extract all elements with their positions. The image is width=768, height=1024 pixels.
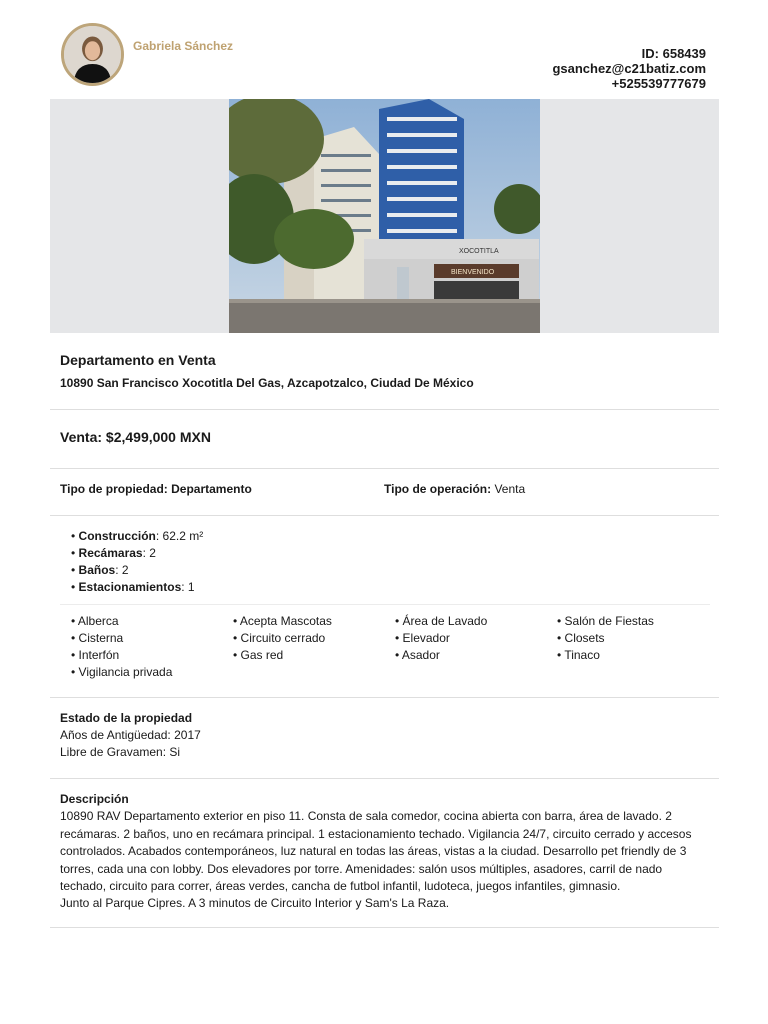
amenity-item: • Elevador [395, 631, 450, 645]
description-line: recámaras. 2 baños, uno en recámara principal. 1 estacionamiento techado. Vigilancia 24/7, circuito cerrado y accesos [60, 826, 692, 841]
divider [60, 604, 710, 605]
specs-list [71, 528, 203, 596]
property-type [60, 481, 252, 498]
spec-item: • Recámaras: 2 [71, 546, 156, 560]
description-line: techado, circuito para correr, áreas verdes, cancha de futbol infantil, ludoteca, juegos infantiles, gimnasio. [60, 879, 621, 894]
amenity-item: • Vigilancia privada [71, 665, 173, 679]
operation-type-value: Venta [494, 482, 526, 496]
amenity-item: • Tinaco [557, 648, 600, 662]
amenity-item: • Acepta Mascotas [233, 614, 332, 628]
operation-type [384, 481, 525, 498]
amenity-item: • Área de Lavado [395, 614, 488, 628]
amenity-item: • Salón de Fiestas [557, 614, 654, 628]
property-state [60, 710, 201, 761]
divider [50, 778, 719, 779]
agent-email[interactable]: gsanchez@c21batiz.com [552, 61, 706, 76]
spec-item: • Baños: 2 [71, 563, 129, 577]
amenity-item: • Asador [395, 648, 440, 662]
description-line: controlados. Acabados contemporáneos, luz natural en todas las áreas, vistas a la ciudad. Desarrollo pet friendly de 3 [60, 844, 687, 859]
divider [50, 409, 719, 410]
listing-price: Venta: $2,499,000 MXN [60, 429, 211, 445]
amenity-item: • Gas red [233, 648, 284, 662]
photo-band [50, 99, 719, 333]
amenities-col-2 [233, 613, 332, 664]
amenity-item: • Circuito cerrado [233, 631, 326, 645]
amenity-item: • Cisterna [71, 631, 124, 645]
spec-item: • Estacionamientos: 1 [71, 580, 195, 594]
property-type-value: Departamento [171, 482, 252, 496]
divider [50, 468, 719, 469]
description-line: torres, cada una con lobby. Dos elevadores por torre. Amenidades: salón usos múltiples, asadores, carril de nado [60, 861, 663, 876]
agent-contact [552, 46, 706, 91]
agent-phone[interactable]: +525539777679 [611, 76, 706, 91]
building-sign: XOCOTITLA [459, 248, 499, 255]
amenities-col-1 [71, 613, 172, 681]
divider [50, 515, 719, 516]
listing-title: Departamento en Venta [60, 352, 216, 368]
description [60, 791, 708, 913]
listing-address: 10890 San Francisco Xocotitla Del Gas, Azcapotzalco, Ciudad De México [60, 376, 474, 390]
operation-type-label: Tipo de operación: [384, 482, 492, 496]
state-heading: Estado de la propiedad [60, 711, 193, 725]
property-photo[interactable] [229, 99, 540, 333]
listing-id: ID: 658439 [641, 46, 706, 61]
agent-avatar [61, 23, 124, 86]
amenities-col-4 [557, 613, 654, 664]
amenity-item: • Closets [557, 631, 605, 645]
amenity-item: • Alberca [71, 614, 119, 628]
amenities-col-3 [395, 613, 487, 664]
divider [50, 927, 719, 928]
agent-name: Gabriela Sánchez [133, 39, 234, 53]
divider [50, 697, 719, 698]
amenity-item: • Interfón [71, 648, 120, 662]
state-liens: Libre de Gravamen: Si [60, 745, 181, 759]
description-line: 10890 RAV Departamento exterior en piso 11. Consta de sala comedor, cocina abierta con barra, área de lavado. 2 [60, 809, 672, 824]
entrance-sign: BIENVENIDO [451, 269, 495, 276]
property-type-label: Tipo de propiedad: [60, 482, 168, 496]
spec-item: • Construcción: 62.2 m² [71, 529, 204, 543]
state-age: Años de Antigüedad: 2017 [60, 728, 201, 742]
description-line: Junto al Parque Cipres. A 3 minutos de Circuito Interior y Sam's La Raza. [60, 896, 450, 911]
description-heading: Descripción [60, 792, 129, 806]
